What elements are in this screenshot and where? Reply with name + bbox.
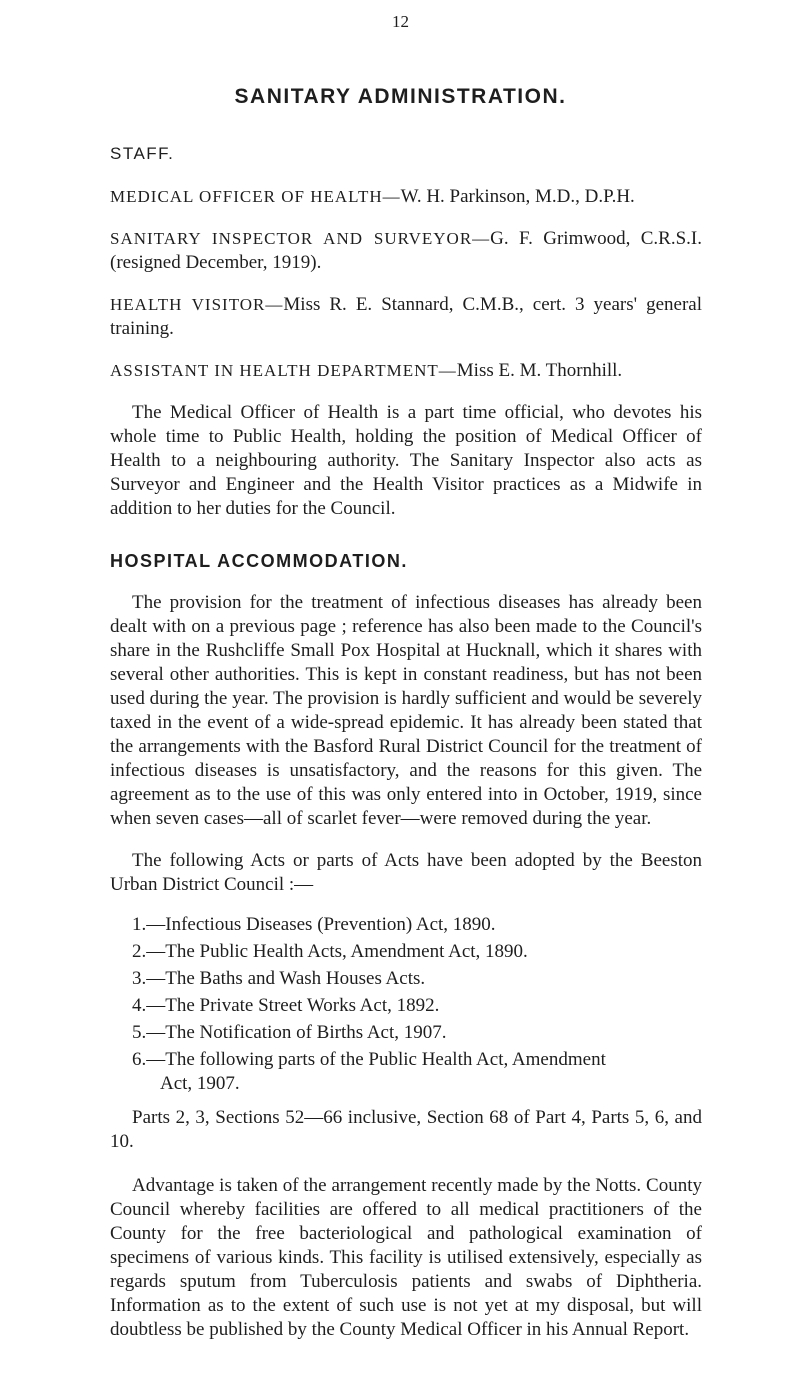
advantage-paragraph: Advantage is taken of the arrangement recently made by the Notts. County Council whereby facilities are offered to all medical practitioners of the County for the free bacteriological and pathological examination of specimens of various kinds. This facility is utilised extensively, especially as regards sputum from Tuberculosis patients and swabs of Diphtheria. Information as to the extent of such use is not yet at my disposal, but will doubtless be published by the County Medical Officer in his Annual Report. (110, 1175, 702, 1340)
parts-paragraph: Parts 2, 3, Sections 52—66 inclusive, Section 68 of Part 4, Parts 5, 6, and 10. (110, 1107, 702, 1152)
list-item: 5.—The Notification of Births Act, 1907. (132, 1022, 447, 1043)
staff-role: SANITARY INSPECTOR AND SURVEYOR— (110, 229, 491, 248)
list-item: 2.—The Public Health Acts, Amendment Act, 1890. (132, 941, 528, 962)
page-number: 12 (392, 12, 409, 31)
staff-detail: Miss E. M. Thornhill. (456, 360, 623, 381)
act-6-line-1: 6.—The following parts of the Public Health Act, Amendment (132, 1049, 606, 1070)
list-item: 3.—The Baths and Wash Houses Acts. (132, 968, 426, 989)
acts-intro-paragraph: The following Acts or parts of Acts have been adopted by the Beeston Urban District Council :— (110, 850, 702, 895)
page-title: SANITARY ADMINISTRATION. (234, 85, 567, 108)
list-item: 4.—The Private Street Works Act, 1892. (132, 995, 440, 1016)
hospital-paragraph: The provision for the treatment of infectious diseases has already been dealt with on a previous page ; reference has also been made to the Council's share in the Rushcliffe Small Pox Hospital at Hucknall, which it shares with several other authorities. This is kept in constant readiness, but has not been used during the year. The provision is hardly sufficient and would be severely taxed in the event of a wide-spread epidemic. It has already been stated that the arrangements with the Basford Rural District Council for the treatment of infectious diseases is unsatisfactory, and the reasons for this given. The agreement as to the use of this was only entered into in October, 1919, since when seven cases—all of scarlet fever—were removed during the year. (110, 592, 702, 829)
staff-role: ASSISTANT IN HEALTH DEPARTMENT— (110, 361, 457, 380)
staff-role: HEALTH VISITOR— (110, 295, 284, 314)
staff-entry-medical-officer (110, 185, 702, 209)
staff-detail: W. H. Parkinson, M.D., D.P.H. (400, 186, 635, 207)
staff-entry-assistant (110, 359, 702, 383)
staff-entry-health-visitor (110, 293, 702, 341)
hospital-heading: HOSPITAL ACCOMMODATION. (110, 551, 408, 571)
staff-detail: Miss R. E. Stannard, C.M.B., cert. 3 years' general training. (110, 294, 702, 339)
list-item (132, 1048, 702, 1096)
staff-detail: G. F. Grimwood, C.R.S.I. (resigned December, 1919). (110, 228, 702, 273)
staff-role: MEDICAL OFFICER OF HEALTH— (110, 187, 401, 206)
list-item: 1.—Infectious Diseases (Prevention) Act, 1890. (132, 914, 496, 935)
staff-heading: STAFF. (110, 144, 175, 163)
document-body (110, 142, 702, 1342)
staff-entry-sanitary-inspector (110, 227, 702, 275)
staff-paragraph: The Medical Officer of Health is a part time official, who devotes his whole time to Public Health, holding the position of Medical Officer of Health to a neighbouring authority. The Sanitary Inspector also acts as Surveyor and Engineer and the Health Visitor practices as a Midwife in addition to her duties for the Council. (110, 402, 702, 519)
act-6-line-2: Act, 1907. (160, 1073, 240, 1094)
acts-list (110, 911, 702, 1096)
